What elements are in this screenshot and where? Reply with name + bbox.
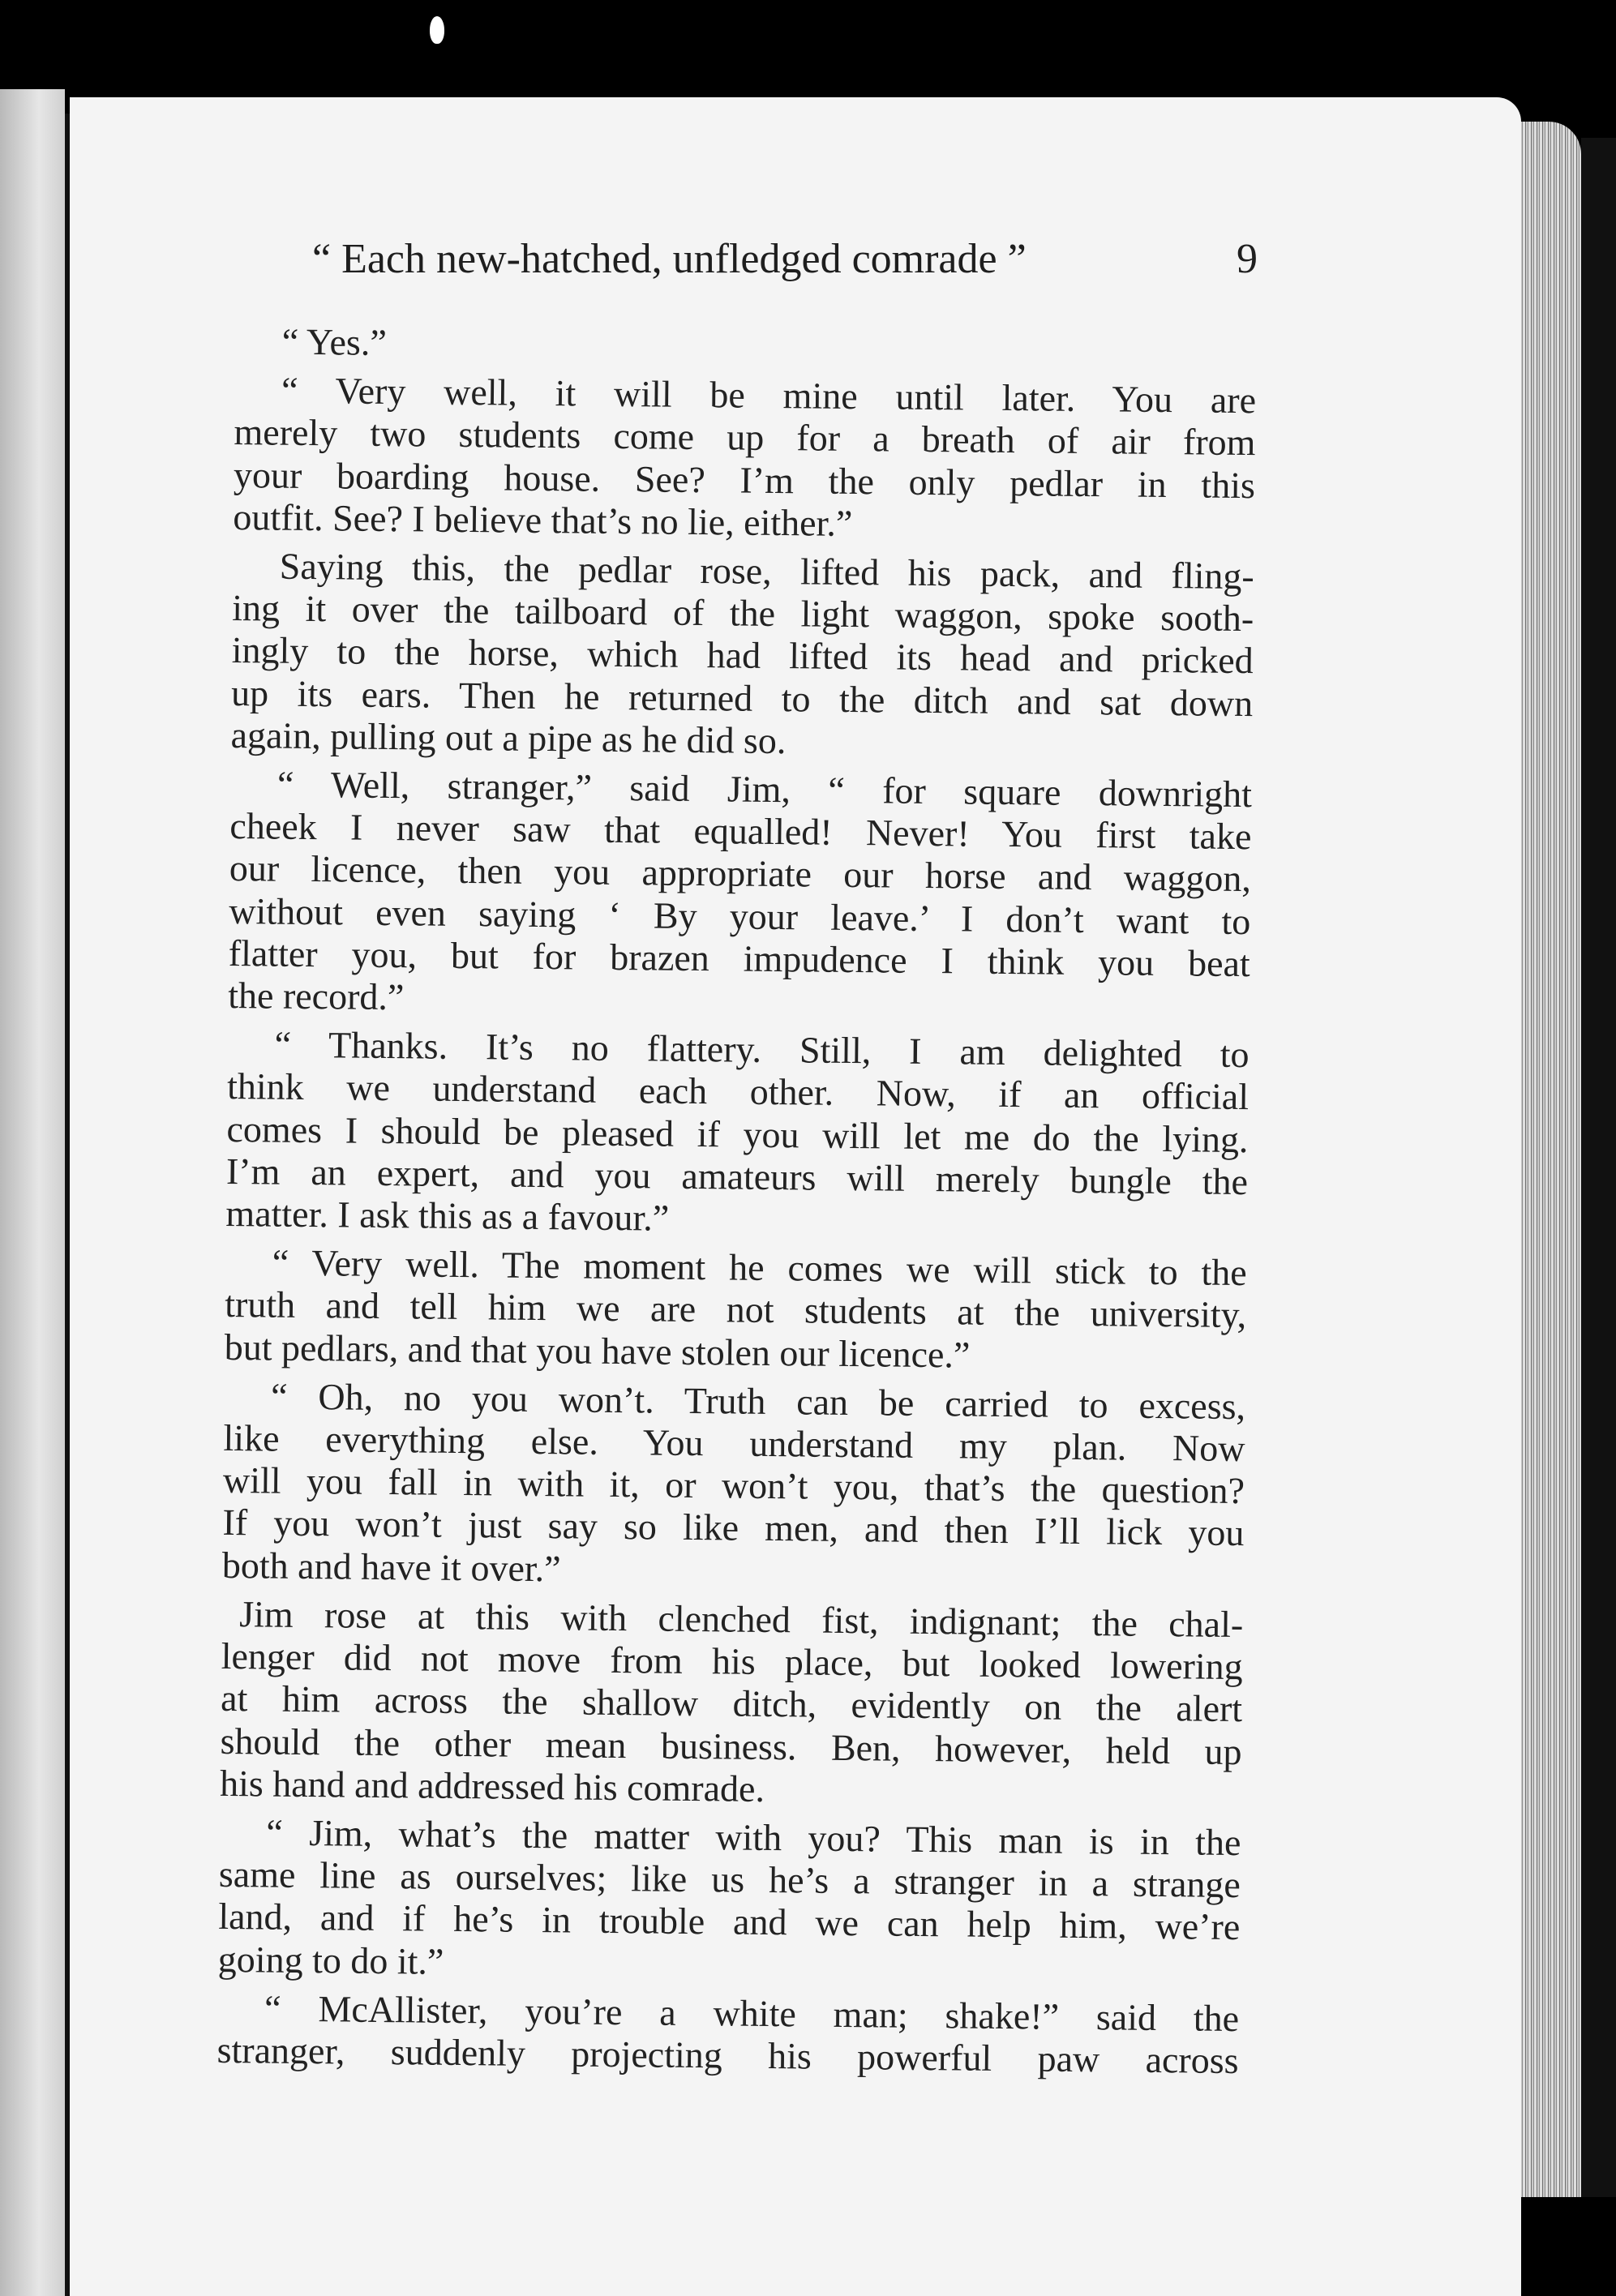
text-line: the record.” <box>228 975 405 1018</box>
text-line: ing it over the tailboard of the light waggon, spoke sooth- <box>232 587 1254 640</box>
text-line: “ Thanks. It’s no flattery. Still, I am delighted to <box>274 1023 1250 1076</box>
text-line: cheek I never saw that equalled! Never! You first take <box>229 805 1252 858</box>
text-line: “ Well, stranger,” said Jim, “ for square downright <box>276 763 1253 816</box>
text-line: “ Jim, what’s the matter with you? This man is in the <box>266 1811 1241 1863</box>
page-number: 9 <box>1237 236 1258 282</box>
text-line: Saying this, the pedlar rose, lifted his pack, and fling- <box>279 545 1255 598</box>
paragraph <box>230 545 1254 767</box>
text-line: up its ears. Then he returned to the ditch and sat down <box>230 671 1254 724</box>
text-line: “ Very well, it will be mine until later. You are <box>281 369 1257 422</box>
text-line: land, and if he’s in trouble and we can help him, we’re <box>218 1895 1241 1948</box>
text-line: should the other mean business. Ben, however, held up <box>220 1720 1242 1772</box>
paragraph <box>220 1593 1244 1815</box>
text-line: flatter you, but for brazen impudence I think you beat <box>228 932 1251 984</box>
text-line: but pedlars, and that you have stolen our licence.” <box>224 1326 971 1376</box>
page-edge-shadow <box>1581 138 1616 2197</box>
paragraph <box>233 369 1256 549</box>
text-line: “ McAllister, you’re a white man; shake!” said the <box>264 1987 1240 2039</box>
text-line: Jim rose at this with clenched fist, indignant; the chal- <box>239 1593 1244 1645</box>
text-line: “ Very well. The moment he comes we will stick to the <box>272 1241 1248 1294</box>
text-line: stranger, suddenly projecting his powerful paw across <box>216 2028 1239 2081</box>
text-line: think we understand each other. Now, if an official <box>226 1065 1250 1118</box>
paragraph <box>228 763 1252 1027</box>
running-head: “ Each new-hatched, unfledged comrade ” <box>312 236 1027 282</box>
text-line: our licence, then you appropriate our horse and waggon, <box>229 847 1252 900</box>
text-line: his hand and addressed his comrade. <box>219 1762 765 1810</box>
text-line: “ Oh, no you won’t. Truth can be carried to excess, <box>270 1375 1246 1427</box>
paragraph <box>222 1375 1246 1597</box>
text-line: your boarding house. See? I’m the only pedlar in this <box>233 453 1256 506</box>
text-line: outfit. See? I believe that’s no lie, either.” <box>233 495 853 544</box>
text-line: like everything else. You understand my plan. Now <box>223 1417 1245 1470</box>
paragraph <box>216 1987 1239 2083</box>
text-line: both and have it over.” <box>221 1544 561 1589</box>
text-line: again, pulling out a pipe as he did so. <box>230 713 787 761</box>
text-line: without even saying ‘ By your leave.’ I don’t want to <box>229 889 1251 942</box>
text-line: ingly to the horse, which had lifted its head and pricked <box>231 629 1254 682</box>
text-line: matter. I ask this as a favour.” <box>225 1193 670 1239</box>
text-line: going to do it.” <box>217 1938 444 1982</box>
body-text <box>216 320 1257 2088</box>
text-line: comes I should be pleased if you will let me do the lying. <box>226 1107 1249 1160</box>
text-line: I’m an expert, and you amateurs will merely bungle the <box>225 1150 1249 1202</box>
text-line: merely two students come up for a breath of air from <box>234 411 1256 464</box>
paragraph <box>224 1241 1247 1379</box>
text-line: same line as ourselves; like us he’s a stranger in a strange <box>218 1853 1241 1906</box>
paragraph <box>225 1023 1250 1245</box>
previous-page-edge <box>0 89 65 2296</box>
paragraph <box>218 1811 1241 1991</box>
text-line: at him across the shallow ditch, evidently on the alert <box>220 1677 1243 1730</box>
text-line: If you won’t just say so like men, and then I’ll lick you <box>222 1501 1245 1554</box>
text-line: “ Yes.” <box>281 320 388 363</box>
text-line: truth and tell him we are not students at the university, <box>225 1283 1247 1336</box>
text-line: lenger did not move from his place, but looked lowering <box>221 1635 1243 1688</box>
text-line: will you fall in with it, or won’t you, that’s the question? <box>222 1459 1245 1512</box>
ink-blot <box>430 16 444 44</box>
